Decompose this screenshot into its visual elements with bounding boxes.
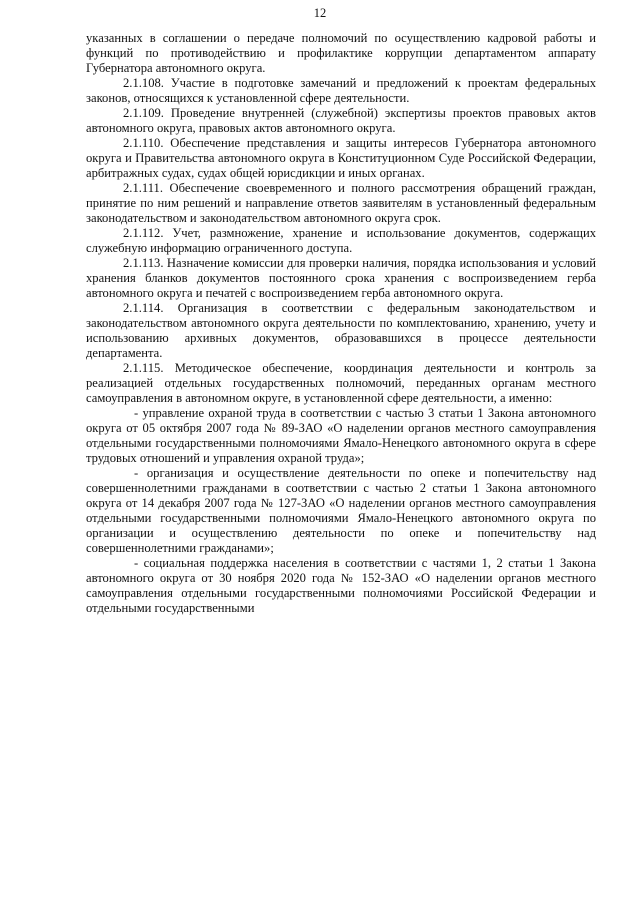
paragraph-2-1-110: 2.1.110. Обеспечение представления и защиты интересов Губернатора автономного округа и Правительства автономного округа в Конституционном Суде Российской Федерации, арбитражных судах, судах общей юрисдикции и иных органах. (86, 136, 596, 180)
page-number: 12 (313, 6, 327, 20)
list-item-labor-protection: - управление охраной труда в соответствии с частью 3 статьи 1 Закона автономного округа от 05 октября 2007 года № 89-ЗАО «О наделении органов местного самоуправления отдельными государственными полномочиями Ямало-Ненецкого автономного округа в сфере трудовых отношений и управления охраной труда»; (86, 406, 596, 465)
list-item-guardianship: - организация и осуществление деятельности по опеке и попечительству над совершеннолетними гражданами в соответствии с частью 2 статьи 1 Закона автономного округа от 14 декабря 2007 года № 127-ЗАО «О наделении органов местного самоуправления отдельными государственными полномочиями Ямало-Ненецкого автономного округа по организации и осуществлению деятельности по опеке и попечительству над совершеннолетними гражданами»; (86, 466, 596, 555)
list-item-social-support: - социальная поддержка населения в соответствии с частями 1, 2 статьи 1 Закона автономного округа от 30 ноября 2020 года № 152-ЗАО «О наделении органов местного самоуправления отдельными государственными полномочиями Российской Федерации и отдельными государственными (86, 556, 596, 615)
paragraph-2-1-113: 2.1.113. Назначение комиссии для проверки наличия, порядка использования и условий хранения бланков документов постоянного срока хранения с воспроизведением герба автономного округа и печатей с воспроизведением герба автономного округа. (86, 256, 596, 300)
paragraph-2-1-115: 2.1.115. Методическое обеспечение, координация деятельности и контроль за реализацией отдельных государственных полномочий, переданных органам местного самоуправления в автономном округе, в установленной сфере деятельности, а именно: (86, 361, 596, 405)
paragraph-2-1-114: 2.1.114. Организация в соответствии с федеральным законодательством и законодательством автономного округа деятельности по комплектованию, хранению, учету и использованию архивных документов, образовавшихся в процессе деятельности департамента. (86, 301, 596, 360)
paragraph-2-1-112: 2.1.112. Учет, размножение, хранение и использование документов, содержащих служебную информацию ограниченного доступа. (86, 226, 596, 255)
paragraph-2-1-108: 2.1.108. Участие в подготовке замечаний и предложений к проектам федеральных законов, относящихся к установленной сфере деятельности. (86, 76, 596, 105)
paragraph-continuation: указанных в соглашении о передаче полномочий по осуществлению кадровой работы и функций по противодействию и профилактике коррупции департаментом аппарату Губернатора автономного округа. (86, 31, 596, 75)
paragraph-2-1-109: 2.1.109. Проведение внутренней (служебной) экспертизы проектов правовых актов автономного округа, правовых актов автономного округа. (86, 106, 596, 135)
paragraph-2-1-111: 2.1.111. Обеспечение своевременного и полного рассмотрения обращений граждан, принятие по ним решений и направление ответов заявителям в установленный федеральным законодательством и законодательством автономного округа срок. (86, 181, 596, 225)
document-body (86, 31, 596, 616)
